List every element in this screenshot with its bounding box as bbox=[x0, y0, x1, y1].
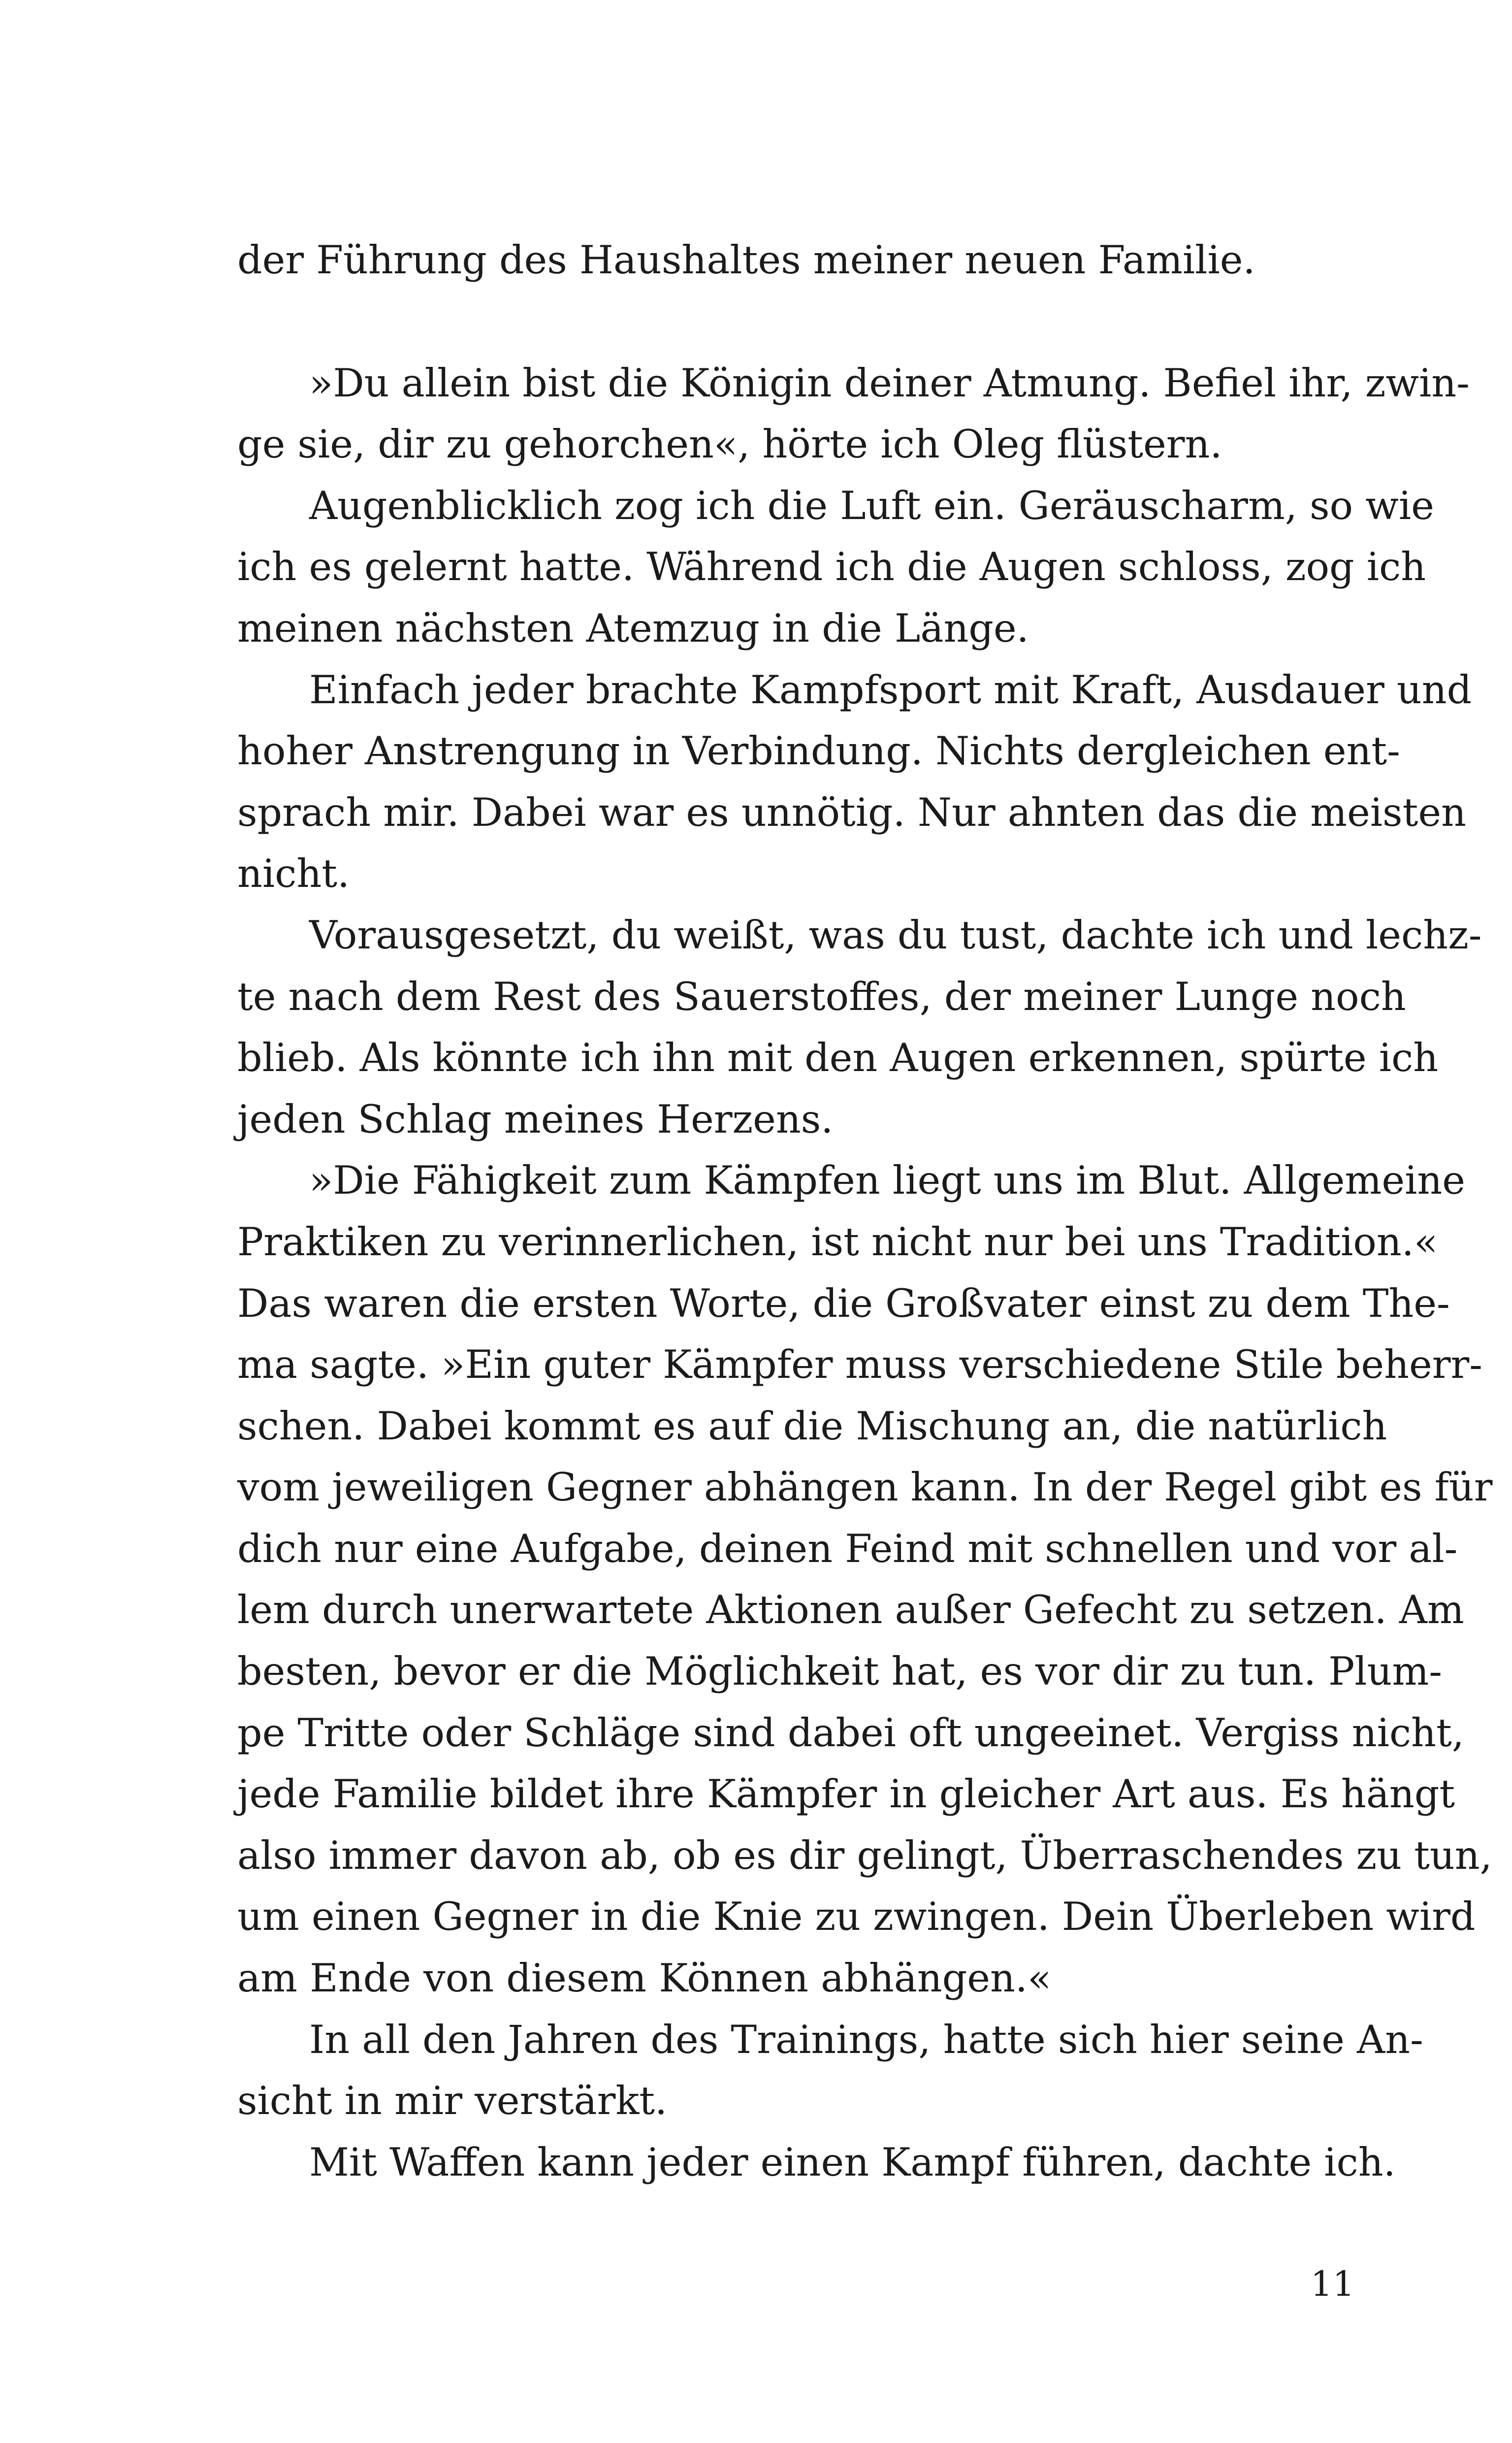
text-line: schen. Dabei kommt es auf die Mischung an, die natürlich bbox=[237, 1403, 1387, 1449]
text-line: jeden Schlag meines Herzens. bbox=[237, 1096, 834, 1142]
text-line: vom jeweiligen Gegner abhängen kann. In der Regel gibt es für bbox=[237, 1465, 1493, 1510]
text-line: Einfach jeder brachte Kampfsport mit Kraft, Ausdauer und bbox=[309, 667, 1472, 713]
page-number: 11 bbox=[1310, 2264, 1354, 2304]
text-line: ge sie, dir zu gehorchen«, hörte ich Oleg flüstern. bbox=[237, 422, 1222, 467]
text-line: jede Familie bildet ihre Kämpfer in gleicher Art aus. Es hängt bbox=[237, 1771, 1455, 1817]
text-line: sprach mir. Dabei war es unnötig. Nur ahnten das die meisten bbox=[237, 789, 1466, 835]
text-line: lem durch unerwartete Aktionen außer Gefecht zu setzen. Am bbox=[237, 1587, 1464, 1633]
text-line: meinen nächsten Atemzug in die Länge. bbox=[237, 605, 1029, 651]
text-line: ich es gelernt hatte. Während ich die Augen schloss, zog ich bbox=[237, 544, 1426, 590]
text-line: Das waren die ersten Worte, die Großvater einst zu dem The- bbox=[237, 1280, 1450, 1326]
text-line: ma sagte. »Ein guter Kämpfer muss verschiedene Stile beherr- bbox=[237, 1342, 1482, 1388]
text-line: um einen Gegner in die Knie zu zwingen. Dein Überleben wird bbox=[237, 1894, 1476, 1940]
body-text bbox=[237, 229, 1493, 2193]
text-line: blieb. Als könnte ich ihn mit den Augen erkennen, spürte ich bbox=[237, 1035, 1439, 1081]
text-line: pe Tritte oder Schläge sind dabei oft ungeeinet. Vergiss nicht, bbox=[237, 1710, 1464, 1756]
text-line: dich nur eine Aufgabe, deinen Feind mit schnellen und vor al- bbox=[237, 1526, 1458, 1571]
text-line: te nach dem Rest des Sauerstoffes, der meiner Lunge noch bbox=[237, 974, 1406, 1019]
text-line: also immer davon ab, ob es dir gelingt, Überraschendes zu tun, bbox=[237, 1832, 1492, 1878]
paragraph-gap bbox=[237, 291, 1355, 353]
text-line: In all den Jahren des Trainings, hatte sich hier seine An- bbox=[309, 2017, 1423, 2062]
text-line: »Du allein bist die Königin deiner Atmung. Befiel ihr, zwin- bbox=[309, 360, 1470, 406]
text-line: nicht. bbox=[237, 851, 350, 897]
text-line: hoher Anstrengung in Verbindung. Nichts dergleichen ent- bbox=[237, 728, 1400, 774]
text-line: der Führung des Haushaltes meiner neuen Familie. bbox=[237, 237, 1255, 283]
text-line: sicht in mir verstärkt. bbox=[237, 2078, 668, 2124]
text-line: Augenblicklich zog ich die Luft ein. Geräuscharm, so wie bbox=[309, 483, 1434, 528]
text-line: Vorausgesetzt, du weißt, was du tust, dachte ich und lechz- bbox=[309, 912, 1482, 958]
text-line: »Die Fähigkeit zum Kämpfen liegt uns im Blut. Allgemeine bbox=[309, 1158, 1465, 1204]
text-line: am Ende von diesem Können abhängen.« bbox=[237, 1955, 1052, 2001]
text-line: Praktiken zu verinnerlichen, ist nicht nur bei uns Tradition.« bbox=[237, 1219, 1438, 1265]
text-line: Mit Waffen kann jeder einen Kampf führen, dachte ich. bbox=[309, 2139, 1396, 2185]
text-line: besten, bevor er die Möglichkeit hat, es vor dir zu tun. Plum- bbox=[237, 1649, 1442, 1694]
